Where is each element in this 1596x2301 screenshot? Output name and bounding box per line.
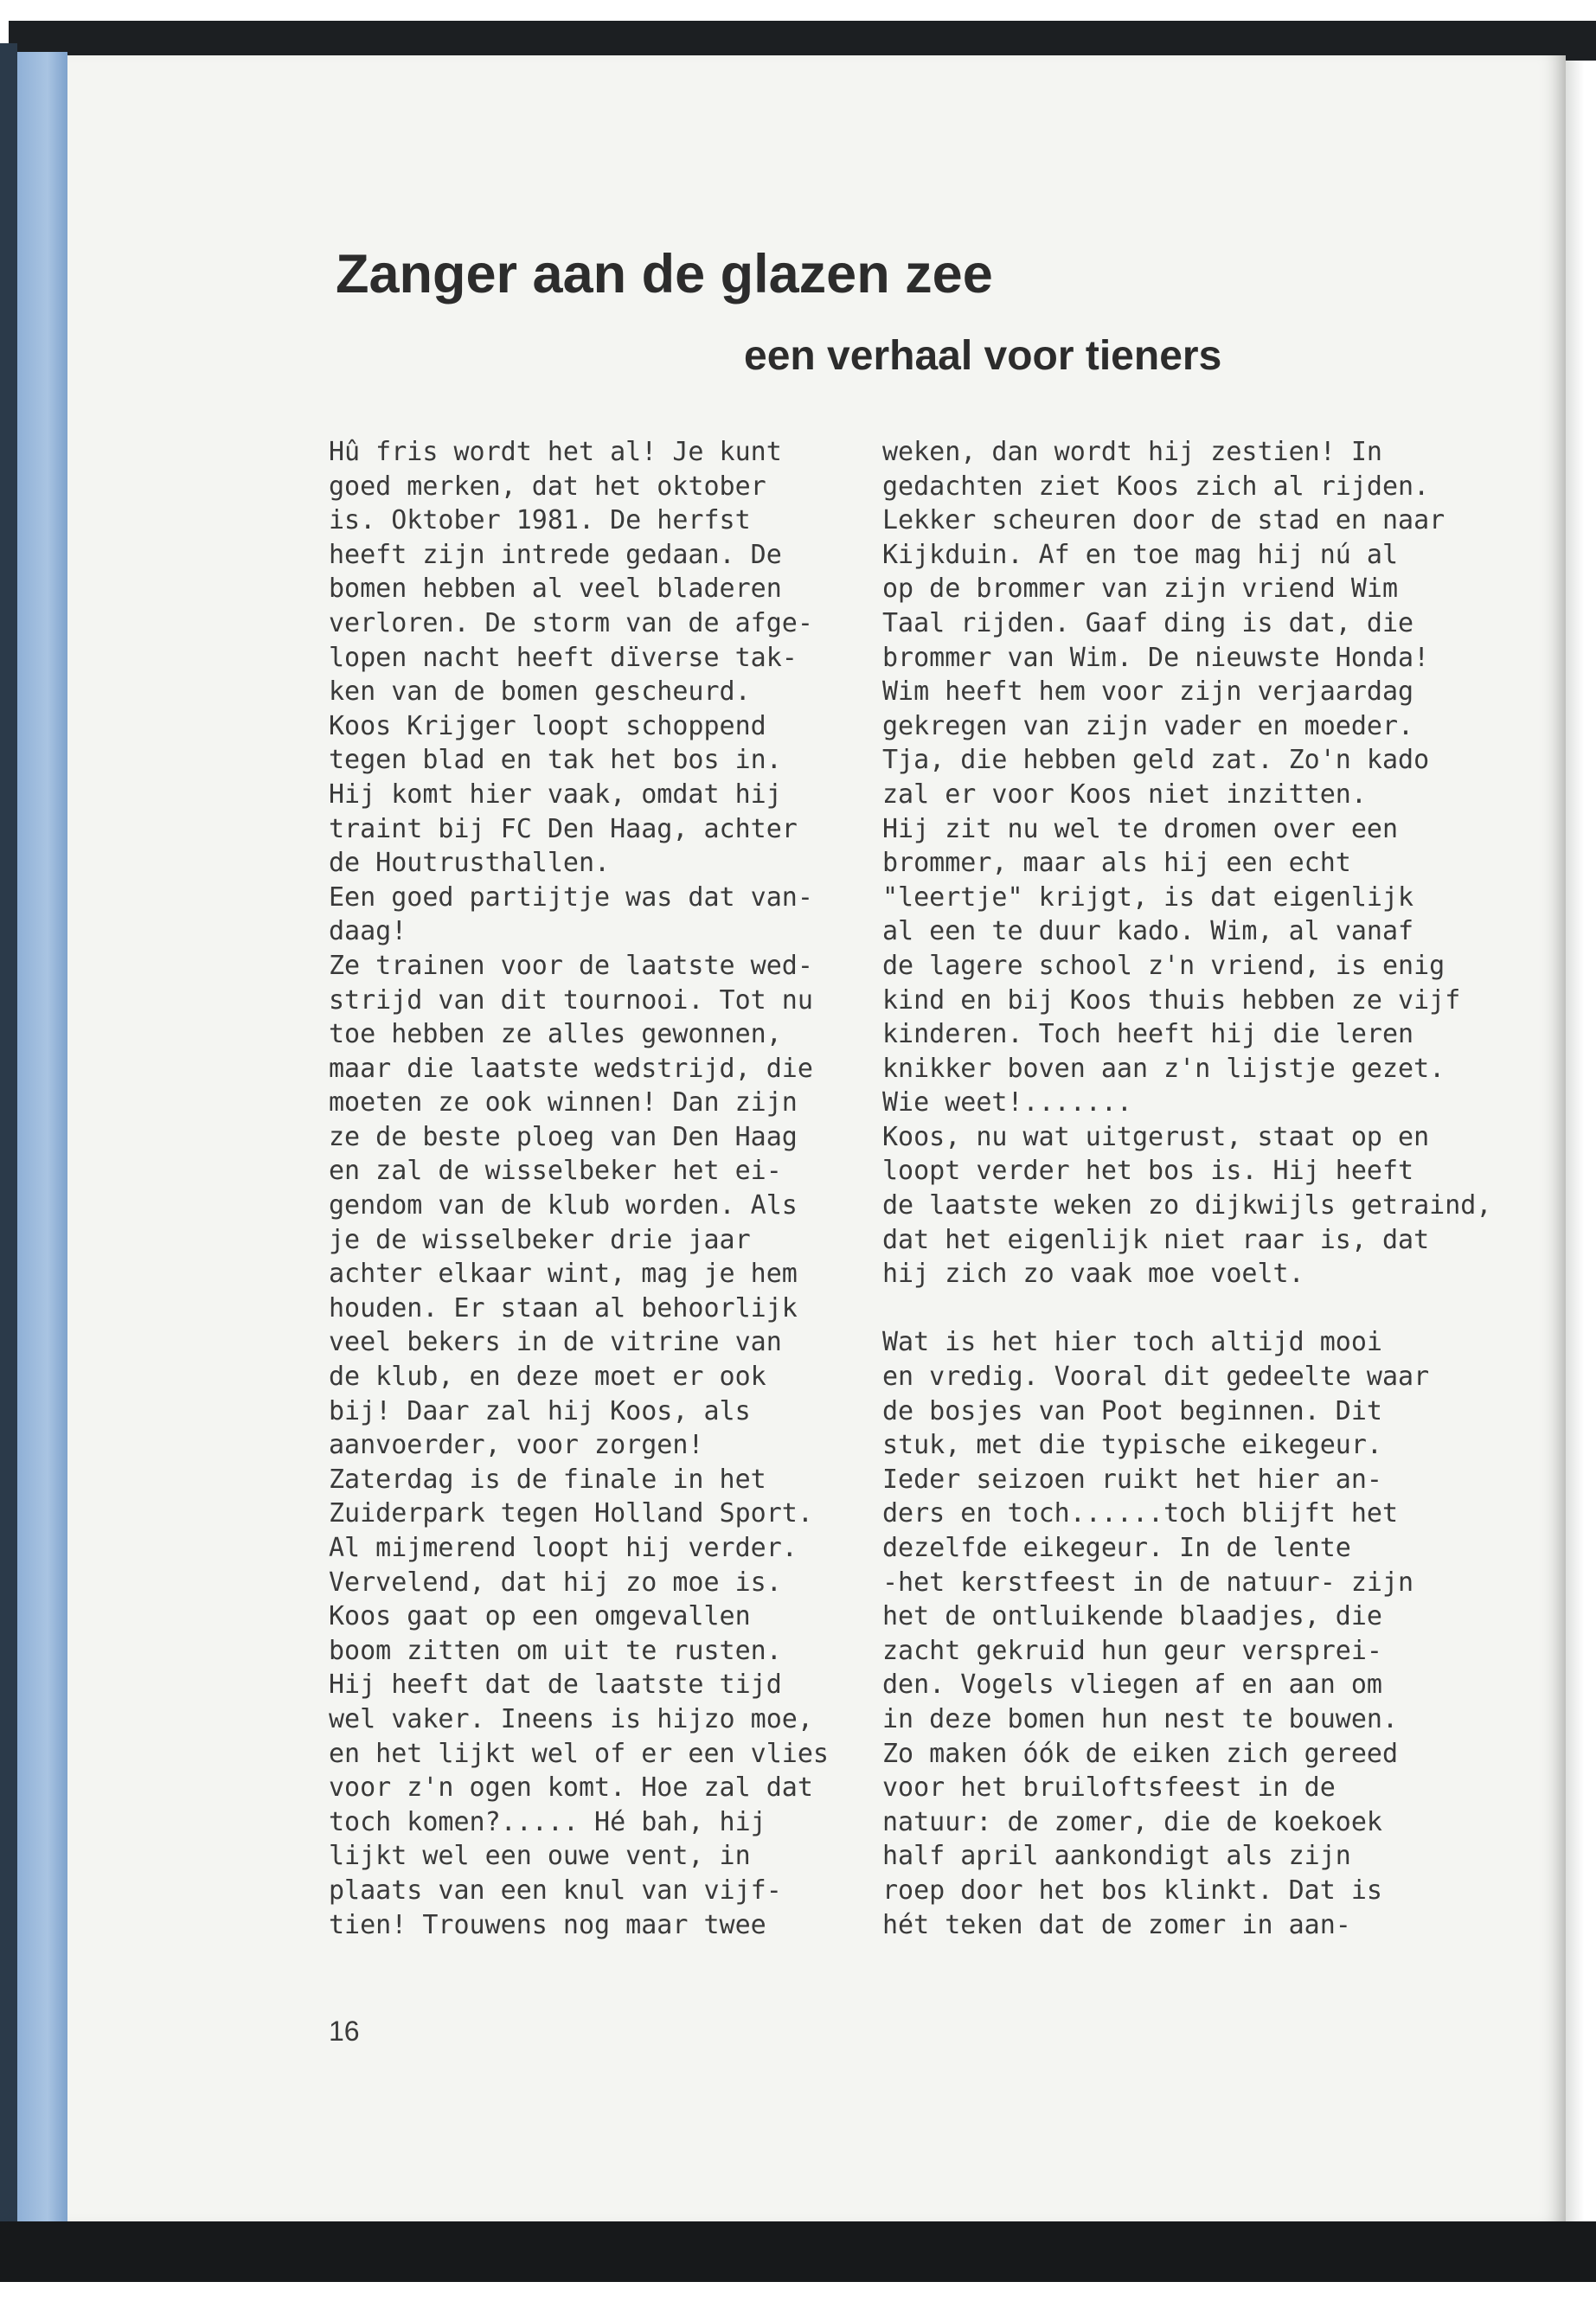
text-line: Koos gaat op een omgevallen — [329, 1601, 751, 1632]
text-line: je de wisselbeker drie jaar — [329, 1224, 751, 1255]
text-line: Wim heeft hem voor zijn verjaardag — [882, 676, 1414, 708]
text-line: Taal rijden. Gaaf ding is dat, die — [882, 607, 1414, 638]
text-line: Wat is het hier toch altijd mooi — [882, 1327, 1382, 1358]
text-line: bomen hebben al veel bladeren — [329, 574, 782, 605]
text-line: de Houtrusthallen. — [329, 848, 611, 879]
text-line: voor het bruiloftsfeest in de — [882, 1772, 1336, 1804]
text-line: Zuiderpark tegen Holland Sport. — [329, 1498, 813, 1529]
text-line: den. Vogels vliegen af en aan om — [882, 1670, 1382, 1701]
text-line: roep door het bos klinkt. Dat is — [882, 1875, 1382, 1906]
text-line: zal er voor Koos niet inzitten. — [882, 779, 1367, 810]
text-line: de bosjes van Poot beginnen. Dit — [882, 1395, 1382, 1426]
text-line: in deze bomen hun nest te bouwen. — [882, 1703, 1399, 1734]
text-line: al een te duur kado. Wim, al vanaf — [882, 916, 1414, 947]
text-line: heeft zijn intrede gedaan. De — [329, 539, 782, 570]
text-line: stuk, met die typische eikegeur. — [882, 1430, 1382, 1461]
text-line: Koos, nu wat uitgerust, staat op en — [882, 1121, 1430, 1152]
text-line: en het lijkt wel of er een vlies — [329, 1738, 829, 1769]
text-line: toe hebben ze alles gewonnen, — [329, 1019, 782, 1050]
text-line: Zo maken óók de eiken zich gereed — [882, 1738, 1399, 1769]
text-line: weken, dan wordt hij zestien! In — [882, 437, 1382, 467]
text-line: Lekker scheuren door de stad en naar — [882, 505, 1445, 536]
text-line: bij! Daar zal hij Koos, als — [329, 1395, 751, 1426]
text-line: Koos Krijger loopt schoppend — [329, 710, 766, 741]
text-line: achter elkaar wint, mag je hem — [329, 1259, 798, 1290]
text-line: Een goed partijtje was dat van- — [329, 881, 813, 913]
text-line: Hû fris wordt het al! Je kunt — [329, 437, 782, 467]
text-line — [882, 1292, 1557, 1326]
text-line: dezelfde eikegeur. In de lente — [882, 1533, 1351, 1563]
text-line: -het kerstfeest in de natuur- zijn — [882, 1567, 1414, 1598]
text-line: half april aankondigt als zijn — [882, 1841, 1351, 1872]
text-line: zacht gekruid hun geur versprei- — [882, 1635, 1382, 1666]
text-line: toch komen?..... Hé bah, hij — [329, 1806, 766, 1837]
text-line: veel bekers in de vitrine van — [329, 1327, 782, 1358]
book-spine — [0, 43, 17, 2232]
text-line: moeten ze ook winnen! Dan zijn — [329, 1087, 798, 1118]
text-line: verloren. De storm van de afge- — [329, 607, 813, 638]
text-line: maar die laatste wedstrijd, die — [329, 1053, 813, 1084]
text-line: daag! — [329, 916, 407, 947]
book-cover-edge — [17, 52, 67, 2223]
text-line: plaats van een knul van vijf- — [329, 1875, 782, 1906]
text-line: ze de beste ploeg van Den Haag — [329, 1121, 798, 1152]
text-line: Hij komt hier vaak, omdat hij — [329, 779, 782, 810]
page-number: 16 — [329, 2016, 360, 2047]
article-subtitle: een verhaal voor tieners — [744, 333, 1222, 379]
text-line: boom zitten om uit te rusten. — [329, 1635, 782, 1666]
text-line: hét teken dat de zomer in aan- — [882, 1909, 1351, 1940]
text-line: Zaterdag is de finale in het — [329, 1464, 766, 1495]
text-line: Hij zit nu wel te dromen over een — [882, 813, 1399, 844]
text-line: dat het eigenlijk niet raar is, dat — [882, 1224, 1430, 1255]
text-line: tien! Trouwens nog maar twee — [329, 1909, 766, 1940]
text-line: Vervelend, dat hij zo moe is. — [329, 1567, 782, 1598]
text-line: goed merken, dat het oktober — [329, 471, 766, 502]
text-line: en vredig. Vooral dit gedeelte waar — [882, 1362, 1430, 1393]
text-line: tegen blad en tak het bos in. — [329, 745, 782, 776]
text-line: wel vaker. Ineens is hijzo moe, — [329, 1703, 813, 1734]
text-line: aanvoerder, voor zorgen! — [329, 1430, 704, 1461]
text-line: kind en bij Koos thuis hebben ze vijf — [882, 984, 1461, 1016]
text-line: loopt verder het bos is. Hij heeft — [882, 1156, 1414, 1187]
text-line: lijkt wel een ouwe vent, in — [329, 1841, 751, 1872]
text-line: gendom van de klub worden. Als — [329, 1190, 798, 1221]
text-line: knikker boven aan z'n lijstje gezet. — [882, 1053, 1445, 1084]
text-line: Tja, die hebben geld zat. Zo'n kado — [882, 745, 1430, 776]
text-line: Hij heeft dat de laatste tijd — [329, 1670, 782, 1701]
text-line: is. Oktober 1981. De herfst — [329, 505, 751, 536]
text-line: het de ontluikende blaadjes, die — [882, 1601, 1382, 1632]
text-line: op de brommer van zijn vriend Wim — [882, 574, 1399, 605]
text-line: Wie weet!....... — [882, 1087, 1132, 1118]
text-line: de klub, en deze moet er ook — [329, 1362, 766, 1393]
text-line: en zal de wisselbeker het ei- — [329, 1156, 782, 1187]
text-line: traint bij FC Den Haag, achter — [329, 813, 798, 844]
text-line: Ze trainen voor de laatste wed- — [329, 950, 813, 981]
text-line: Al mijmerend loopt hij verder. — [329, 1533, 798, 1563]
text-line: brommer, maar als hij een echt — [882, 848, 1351, 879]
text-line: gekregen van zijn vader en moeder. — [882, 710, 1414, 741]
text-line: lopen nacht heeft dïverse tak- — [329, 642, 798, 673]
article-title: Zanger aan de glazen zee — [336, 244, 993, 304]
text-line: "leertje" krijgt, is dat eigenlijk — [882, 881, 1414, 913]
text-line: Kijkduin. Af en toe mag hij nú al — [882, 539, 1399, 570]
right-text-column — [882, 435, 1557, 1942]
left-text-column — [329, 435, 874, 1942]
text-line: ders en toch......toch blijft het — [882, 1498, 1399, 1529]
text-line: houden. Er staan al behoorlijk — [329, 1292, 798, 1324]
text-line: kinderen. Toch heeft hij die leren — [882, 1019, 1414, 1050]
text-line: gedachten ziet Koos zich al rijden. — [882, 471, 1430, 502]
text-line: voor z'n ogen komt. Hoe zal dat — [329, 1772, 813, 1804]
text-line: natuur: de zomer, die de koekoek — [882, 1806, 1382, 1837]
text-line: de laatste weken zo dijkwijls getraind, — [882, 1190, 1492, 1221]
text-line: de lagere school z'n vriend, is enig — [882, 950, 1445, 981]
text-line: brommer van Wim. De nieuwste Honda! — [882, 642, 1430, 673]
text-line: Ieder seizoen ruikt het hier an- — [882, 1464, 1382, 1495]
scan-bottom-border — [0, 2221, 1596, 2282]
text-line: hij zich zo vaak moe voelt. — [882, 1259, 1304, 1290]
text-line: ken van de bomen gescheurd. — [329, 676, 751, 708]
text-line: strijd van dit tournooi. Tot nu — [329, 984, 813, 1016]
